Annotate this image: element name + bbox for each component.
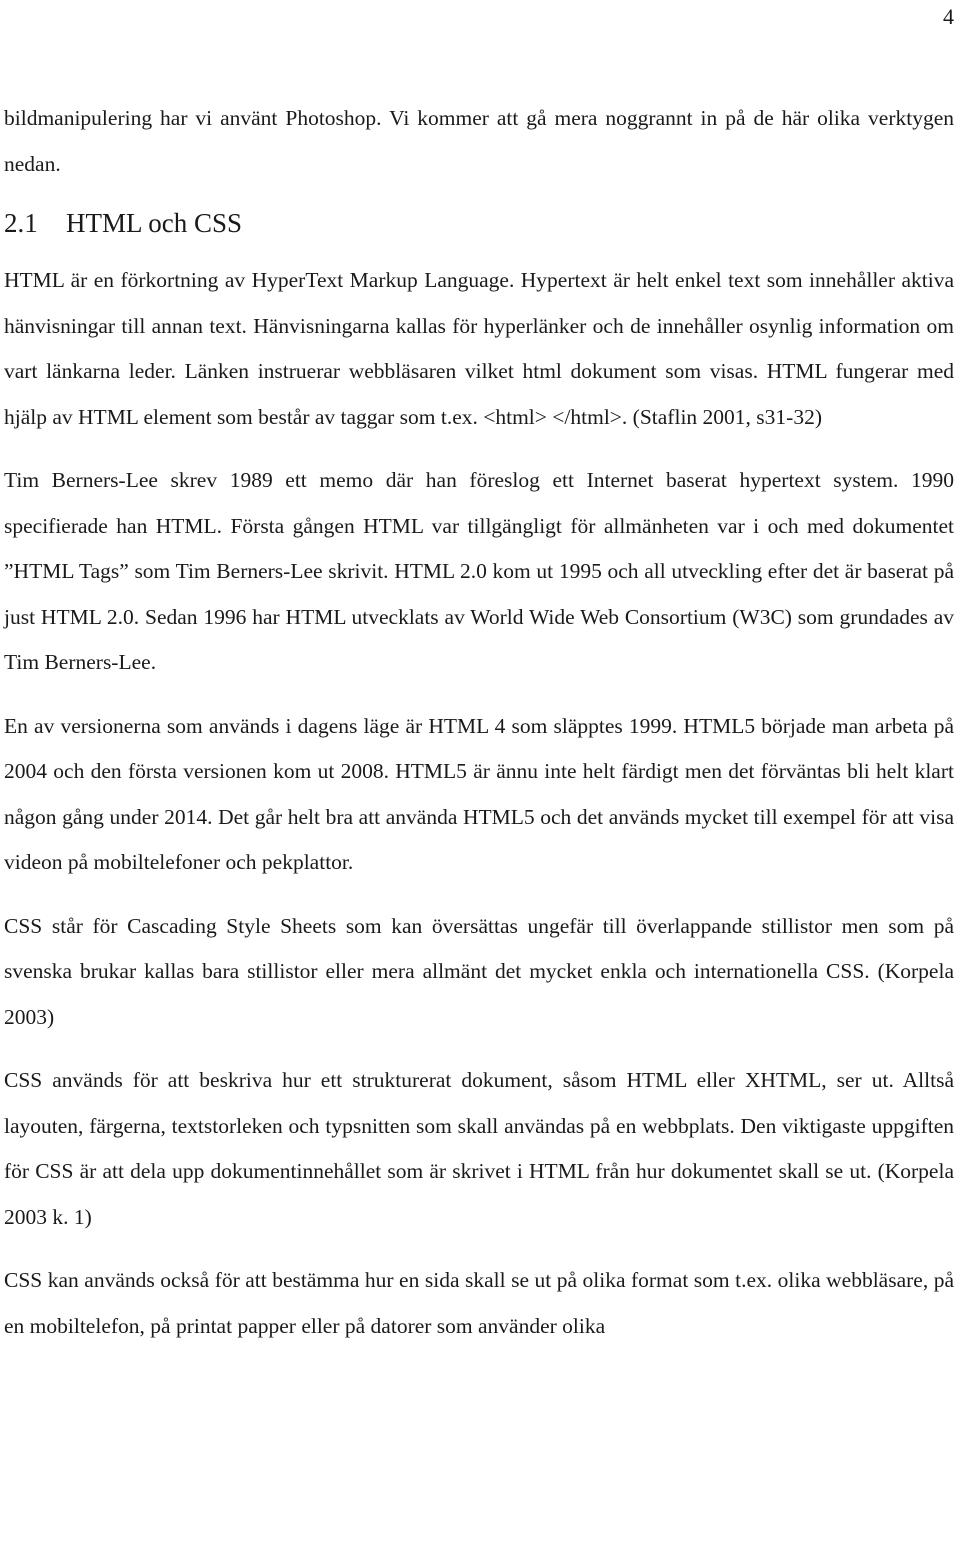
section-title: HTML och CSS <box>66 208 243 238</box>
page-content <box>4 96 954 1367</box>
section-number: 2.1 <box>4 208 38 238</box>
page-number: 4 <box>943 4 954 29</box>
section-heading <box>4 201 954 246</box>
paragraph-html-versions: En av versionerna som används i dagens läge är HTML 4 som släpptes 1999. HTML5 började man arbeta på 2004 och den första versionen kom ut 2008. HTML5 är ännu inte helt färdigt men det förväntas bli helt klart någon gång under 2014. Det går helt bra att använda HTML5 och det används mycket till exempel för att visa videon på mobiltelefoner och pekplattor. <box>4 713 954 874</box>
intro-paragraph: bildmanipulering har vi använt Photoshop. Vi kommer att gå mera noggrannt in på de här olika verktygen nedan. <box>4 106 954 176</box>
paragraph-css-formats: CSS kan används också för att bestämma hur en sida skall se ut på olika format som t.ex. olika webbläsare, på en mobiltelefon, på printat papper eller på datorer som använder olika <box>4 1268 954 1338</box>
paragraph-css-definition: CSS står för Cascading Style Sheets som kan översättas ungefär till överlappande stillistor men som på svenska brukar kallas bara stillistor eller mera allmänt det mycket enkla och internationella CSS. (Korpela 2003) <box>4 913 954 1029</box>
paragraph-html-definition: HTML är en förkortning av HyperText Markup Language. Hypertext är helt enkel text som innehåller aktiva hänvisningar till annan text. Hänvisningarna kallas för hyperlänker och de innehåller osynlig information om vart länkarna leder. Länken instruerar webbläsaren vilket html dokument som visas. HTML fungerar med hjälp av HTML element som består av taggar som t.ex. <html> </html>. (Staflin 2001, s31-32) <box>4 268 954 429</box>
paragraph-html-history: Tim Berners-Lee skrev 1989 ett memo där han föreslog ett Internet baserat hypertext system. 1990 specifierade han HTML. Första gången HTML var tillgängligt för allmänheten var i och med dokumentet ”HTML Tags” som Tim Berners-Lee skrivit. HTML 2.0 kom ut 1995 och all utveckling efter det är baserat på just HTML 2.0. Sedan 1996 har HTML utvecklats av World Wide Web Consortium (W3C) som grundades av Tim Berners-Lee. <box>4 468 954 674</box>
paragraph-css-usage: CSS används för att beskriva hur ett strukturerat dokument, såsom HTML eller XHTML, ser ut. Alltså layouten, färgerna, textstorleken och typsnitten som skall användas på en webbplats. Den viktigaste uppgiften för CSS är att dela upp dokumentinnehållet som är skrivet i HTML från hur dokumentet skall se ut. (Korpela 2003 k. 1) <box>4 1068 954 1229</box>
